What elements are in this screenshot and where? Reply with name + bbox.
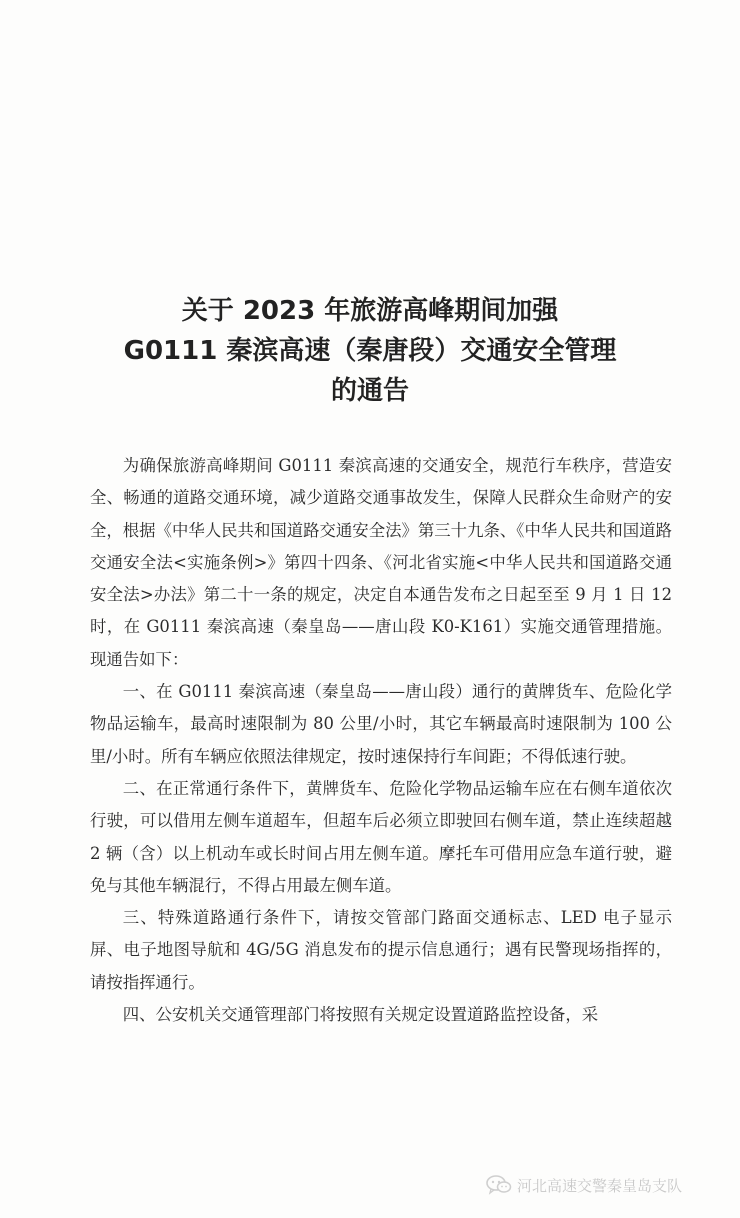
wechat-icon bbox=[486, 1175, 512, 1195]
source-watermark bbox=[486, 1174, 682, 1196]
title-line: G0111 秦滨高速（秦唐段）交通安全管理 bbox=[123, 336, 617, 366]
clause-4-paragraph: 四、公安机关交通管理部门将按照有关规定设置道路监控设备，采 bbox=[122, 1005, 599, 1025]
clause-3-paragraph: 三、特殊道路通行条件下，请按交管部门路面交通标志、LED 电子显示屏、电子地图导航和 4G/5G 消息发布的提示信息通行；遇有民警现场指挥的，请按指挥通行。 bbox=[90, 908, 672, 992]
watermark-text: 河北高速交警秦皇岛支队 bbox=[517, 1176, 683, 1195]
document-title bbox=[80, 291, 660, 411]
document-body bbox=[90, 450, 672, 1031]
intro-paragraph: 为确保旅游高峰期间 G0111 秦滨高速的交通安全，规范行车秩序，营造安全、畅通的道路交通环境，减少道路交通事故发生，保障人民群众生命财产的安全，根据《中华人民共和国道路交通安全法》第三十九条、《中华人民共和国道路交通安全法<实施条例>》第四十四条、《河北省实施<中华人民共和国道路交通安全法>办法》第二十一条的规定，决定自本通告发布之日起至至 9 月 1 日 12 时，在 G0111 秦滨高速（秦皇岛——唐山段 K0-K161）实施交通管理措施。现通告如下： bbox=[90, 456, 672, 669]
title-line: 关于 2023 年旅游高峰期间加强 bbox=[181, 296, 559, 326]
clause-1-paragraph: 一、在 G0111 秦滨高速（秦皇岛——唐山段）通行的黄牌货车、危险化学物品运输车，最高时速限制为 80 公里/小时，其它车辆最高时速限制为 100 公里/小时。所有车辆应依照法律规定，按时速保持行车间距；不得低速行驶。 bbox=[90, 682, 672, 766]
title-line: 的通告 bbox=[330, 376, 409, 406]
clause-2-paragraph: 二、在正常通行条件下，黄牌货车、危险化学物品运输车应在右侧车道依次行驶，可以借用左侧车道超车，但超车后必须立即驶回右侧车道，禁止连续超越 2 辆（含）以上机动车或长时间占用左侧车道。摩托车可借用应急车道行驶，避免与其他车辆混行，不得占用最左侧车道。 bbox=[90, 778, 672, 895]
